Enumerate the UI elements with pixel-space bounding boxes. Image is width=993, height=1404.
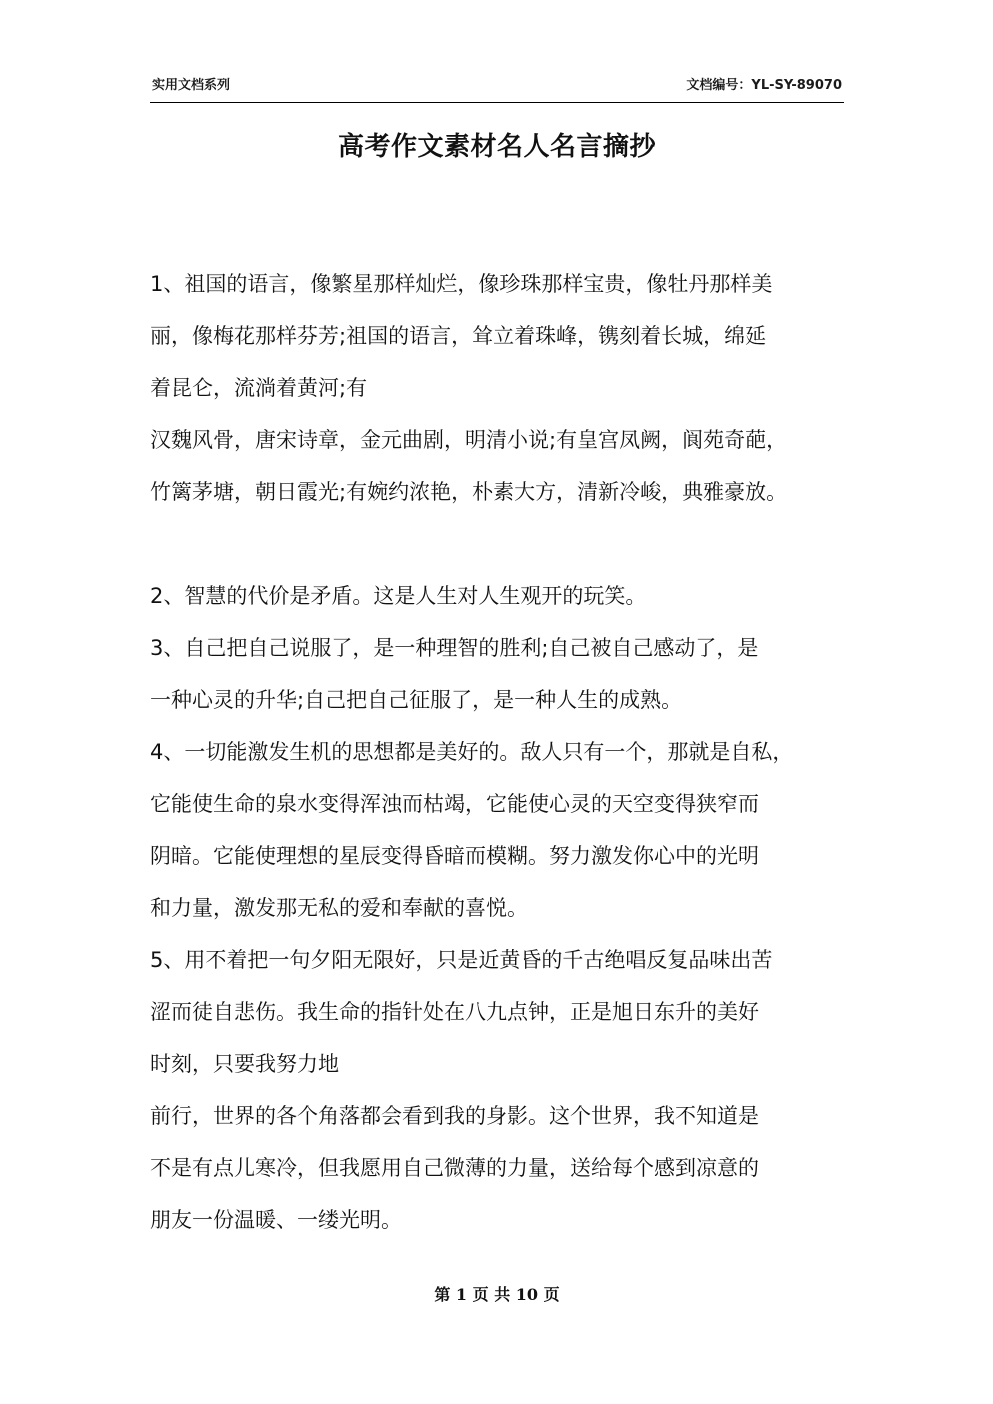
document-number: 文档编号：YL-SY-89070 [686,78,842,93]
text-line: 涩而徒自悲伤。我生命的指针处在八九点钟，正是旭日东升的美好 [150,1000,759,1024]
text-line: 不是有点儿寒冷，但我愿用自己微薄的力量，送给每个感到凉意的 [150,1156,759,1180]
text-line: 竹篱茅塘，朝日霞光;有婉约浓艳，朴素大方，清新冷峻，典雅豪放。 [150,480,788,504]
text-line: 汉魏风骨，唐宋诗章，金元曲剧，明清小说;有皇宫凤阙，阆苑奇葩， [150,428,788,452]
text-line: 一种心灵的升华;自己把自己征服了，是一种人生的成熟。 [150,688,683,712]
document-body [150,258,850,1246]
series-label: 实用文档系列 [152,78,231,93]
text-line: 朋友一份温暖、一缕光明。 [150,1208,402,1232]
text-line: 5、用不着把一句夕阳无限好，只是近黄昏的千古绝唱反复品味出苦 [150,948,773,972]
text-line: 3、自己把自己说服了，是一种理智的胜利;自己被自己感动了，是 [150,636,759,660]
page-header [150,72,844,94]
text-line: 着昆仑，流淌着黄河;有 [150,376,368,400]
text-line: 4、一切能激发生机的思想都是美好的。敌人只有一个，那就是自私， [150,740,794,764]
text-line: 阴暗。它能使理想的星辰变得昏暗而模糊。努力激发你心中的光明 [150,844,759,868]
text-line: 2、智慧的代价是矛盾。这是人生对人生观开的玩笑。 [150,584,647,608]
paragraph-gap [150,518,850,570]
document-title: 高考作文素材名人名言摘抄 [337,132,656,162]
text-line: 丽，像梅花那样芬芳;祖国的语言，耸立着珠峰，镌刻着长城，绵延 [150,324,767,348]
header-divider [150,102,844,103]
text-line: 前行，世界的各个角落都会看到我的身影。这个世界，我不知道是 [150,1104,759,1128]
text-line: 它能使生命的泉水变得浑浊而枯竭，它能使心灵的天空变得狭窄而 [150,792,759,816]
page-footer: 第 1 页 共 10 页 [434,1285,560,1304]
text-line: 1、祖国的语言，像繁星那样灿烂，像珍珠那样宝贵，像牡丹那样美 [150,272,773,296]
text-line: 和力量，激发那无私的爱和奉献的喜悦。 [150,896,528,920]
text-line: 时刻，只要我努力地 [150,1052,339,1076]
